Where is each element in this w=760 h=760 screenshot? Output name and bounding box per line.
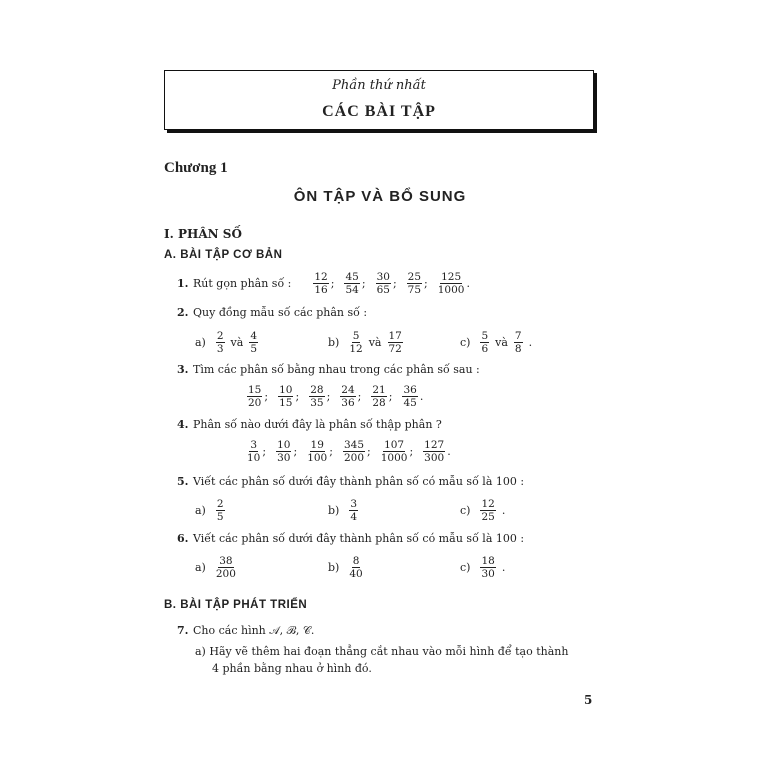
section-heading: I. PHÂN SỐ bbox=[164, 227, 242, 241]
option-label: c) bbox=[460, 504, 471, 517]
denominator: 12 bbox=[349, 343, 363, 355]
numerator: 30 bbox=[376, 271, 390, 283]
numerator: 19 bbox=[310, 439, 324, 451]
numerator: 8 bbox=[352, 555, 360, 567]
fraction-list bbox=[245, 439, 459, 464]
option-label: c) bbox=[460, 561, 471, 574]
separator: . bbox=[528, 336, 533, 349]
option-label: b) bbox=[328, 561, 340, 574]
denominator: 4 bbox=[350, 511, 358, 523]
fraction bbox=[349, 330, 362, 355]
numerator: 38 bbox=[219, 555, 233, 567]
numerator: 10 bbox=[277, 439, 291, 451]
denominator: 200 bbox=[215, 568, 236, 580]
part-title: CÁC BÀI TẬP bbox=[322, 103, 436, 120]
question-text: Quy đồng mẫu số các phân số : bbox=[193, 306, 368, 319]
fraction bbox=[307, 439, 327, 464]
separator: ; bbox=[392, 277, 397, 290]
question-text: Hãy vẽ thêm hai đoạn thẳng cắt nhau vào mỗi hình để tạo thành bbox=[209, 645, 569, 658]
numerator: 107 bbox=[384, 439, 405, 451]
denominator: 5 bbox=[250, 343, 258, 355]
denominator: 200 bbox=[343, 452, 364, 464]
separator: ; bbox=[293, 445, 298, 458]
option-label: a) bbox=[195, 336, 206, 349]
numerator: 28 bbox=[310, 384, 324, 396]
option-label: a) bbox=[195, 504, 206, 517]
fraction bbox=[407, 271, 422, 296]
option bbox=[328, 330, 405, 355]
denominator: 3 bbox=[216, 343, 224, 355]
denominator: 15 bbox=[279, 397, 293, 409]
numerator: 127 bbox=[424, 439, 445, 451]
separator: ; bbox=[388, 390, 393, 403]
question-5 bbox=[177, 475, 524, 488]
numerator: 21 bbox=[372, 384, 386, 396]
separator: ; bbox=[424, 277, 428, 290]
fraction bbox=[402, 384, 417, 409]
question-number: 1. bbox=[177, 277, 189, 290]
fraction bbox=[349, 498, 358, 523]
fraction bbox=[247, 439, 260, 464]
denominator: 300 bbox=[424, 452, 445, 464]
fraction bbox=[371, 384, 386, 409]
part-title-box bbox=[164, 70, 594, 130]
option-label: c) bbox=[460, 336, 471, 349]
separator: . bbox=[466, 277, 470, 290]
denominator: 35 bbox=[310, 397, 324, 409]
numerator: 36 bbox=[403, 384, 417, 396]
numerator: 2 bbox=[216, 330, 224, 342]
fraction-list bbox=[245, 384, 431, 409]
option-label: b) bbox=[328, 504, 340, 517]
question-4 bbox=[177, 418, 442, 431]
separator: ; bbox=[326, 390, 331, 403]
option-label: b) bbox=[328, 336, 340, 349]
numerator: 3 bbox=[350, 498, 358, 510]
separator: ; bbox=[409, 445, 414, 458]
fraction bbox=[313, 271, 328, 296]
fraction bbox=[216, 555, 236, 580]
fraction bbox=[278, 384, 293, 409]
fraction bbox=[381, 439, 408, 464]
numerator: 345 bbox=[343, 439, 364, 451]
denominator: 45 bbox=[403, 397, 417, 409]
fraction bbox=[249, 330, 258, 355]
separator: ; bbox=[330, 277, 335, 290]
numerator: 18 bbox=[481, 555, 495, 567]
question-number: 5. bbox=[177, 475, 189, 488]
option bbox=[460, 330, 540, 355]
numerator: 3 bbox=[250, 439, 258, 451]
separator: ; bbox=[295, 390, 300, 403]
numerator: 10 bbox=[279, 384, 293, 396]
fraction bbox=[343, 439, 365, 464]
question-number: 6. bbox=[177, 532, 189, 545]
part-label: Phần thứ nhất bbox=[332, 78, 426, 93]
separator: . bbox=[501, 561, 506, 574]
fraction bbox=[438, 271, 465, 296]
fraction bbox=[216, 330, 225, 355]
denominator: 28 bbox=[372, 397, 386, 409]
separator: . bbox=[419, 390, 424, 403]
denominator: 54 bbox=[345, 284, 359, 296]
numerator: 7 bbox=[514, 330, 522, 342]
option bbox=[460, 498, 513, 523]
numerator: 12 bbox=[481, 498, 495, 510]
numerator: 45 bbox=[345, 271, 359, 283]
denominator: 100 bbox=[307, 452, 328, 464]
fraction-list bbox=[311, 271, 478, 296]
fraction bbox=[344, 271, 359, 296]
separator: ; bbox=[361, 277, 366, 290]
option bbox=[328, 555, 365, 580]
question-number: 2. bbox=[177, 306, 189, 319]
subsection-b-heading: B. BÀI TẬP PHÁT TRIỂN bbox=[164, 599, 308, 611]
numerator: 125 bbox=[441, 271, 462, 283]
conjunction: và bbox=[230, 336, 244, 349]
denominator: 6 bbox=[481, 343, 489, 355]
fraction bbox=[216, 498, 225, 523]
denominator: 16 bbox=[314, 284, 328, 296]
separator: ; bbox=[329, 445, 333, 458]
question-6 bbox=[177, 532, 524, 545]
question-number: 7. bbox=[177, 624, 189, 637]
question-text-continued: 4 phần bằng nhau ở hình đó. bbox=[212, 662, 372, 675]
denominator: 30 bbox=[481, 568, 495, 580]
denominator: 5 bbox=[216, 511, 224, 523]
numerator: 4 bbox=[250, 330, 258, 342]
denominator: 75 bbox=[407, 284, 422, 296]
numerator: 2 bbox=[216, 498, 224, 510]
denominator: 1000 bbox=[437, 284, 465, 296]
denominator: 20 bbox=[248, 397, 262, 409]
separator: ; bbox=[357, 390, 362, 403]
denominator: 65 bbox=[376, 284, 390, 296]
question-7 bbox=[177, 624, 314, 638]
question-text: Cho các hình 𝒜, ℬ, 𝒞. bbox=[193, 624, 315, 637]
question-3 bbox=[177, 363, 480, 376]
question-text: Phân số nào dưới đây là phân số thập phân ? bbox=[193, 418, 442, 431]
option bbox=[328, 498, 360, 523]
option bbox=[195, 330, 260, 355]
chapter-title: ÔN TẬP VÀ BỔ SUNG bbox=[293, 188, 467, 205]
denominator: 40 bbox=[349, 568, 363, 580]
option bbox=[460, 555, 513, 580]
fraction bbox=[423, 439, 445, 464]
numerator: 24 bbox=[341, 384, 355, 396]
subsection-a-heading: A. BÀI TẬP CƠ BẢN bbox=[164, 249, 283, 261]
denominator: 8 bbox=[514, 343, 522, 355]
fraction bbox=[480, 330, 489, 355]
option bbox=[195, 555, 238, 580]
fraction bbox=[340, 384, 355, 409]
question-text: Viết các phân số dưới đây thành phân số có mẫu số là 100 : bbox=[193, 475, 525, 488]
fraction bbox=[514, 330, 523, 355]
numerator: 12 bbox=[314, 271, 328, 283]
separator: ; bbox=[262, 445, 267, 458]
question-text: Rút gọn phân số : bbox=[193, 277, 292, 290]
separator: . bbox=[501, 504, 506, 517]
separator: . bbox=[447, 445, 451, 458]
denominator: 10 bbox=[247, 452, 261, 464]
page-number: 5 bbox=[584, 693, 593, 707]
conjunction: và bbox=[368, 336, 382, 349]
numerator: 15 bbox=[248, 384, 262, 396]
question-text: Viết các phân số dưới đây thành phân số có mẫu số là 100 : bbox=[193, 532, 525, 545]
numerator: 17 bbox=[388, 330, 402, 342]
fraction bbox=[480, 498, 495, 523]
denominator: 1000 bbox=[380, 452, 408, 464]
question-2 bbox=[177, 306, 367, 319]
numerator: 5 bbox=[352, 330, 360, 342]
conjunction: và bbox=[495, 336, 508, 349]
fraction bbox=[388, 330, 403, 355]
fraction bbox=[247, 384, 262, 409]
separator: ; bbox=[367, 445, 371, 458]
separator: ; bbox=[264, 390, 269, 403]
fraction bbox=[276, 439, 291, 464]
chapter-label: Chương 1 bbox=[164, 160, 228, 176]
fraction bbox=[309, 384, 324, 409]
denominator: 30 bbox=[277, 452, 291, 464]
fraction bbox=[480, 555, 495, 580]
numerator: 25 bbox=[407, 271, 422, 283]
option bbox=[195, 498, 227, 523]
denominator: 36 bbox=[341, 397, 355, 409]
fraction bbox=[349, 555, 362, 580]
denominator: 72 bbox=[388, 343, 402, 355]
question-7a bbox=[195, 645, 568, 658]
denominator: 25 bbox=[481, 511, 495, 523]
numerator: 5 bbox=[481, 330, 489, 342]
question-text: Tìm các phân số bằng nhau trong các phân số sau : bbox=[193, 363, 480, 376]
option-label: a) bbox=[195, 561, 206, 574]
fraction bbox=[376, 271, 391, 296]
question-number: 3. bbox=[177, 363, 189, 376]
question-number: 4. bbox=[177, 418, 189, 431]
question-1 bbox=[177, 271, 478, 296]
option-label: a) bbox=[195, 645, 206, 658]
